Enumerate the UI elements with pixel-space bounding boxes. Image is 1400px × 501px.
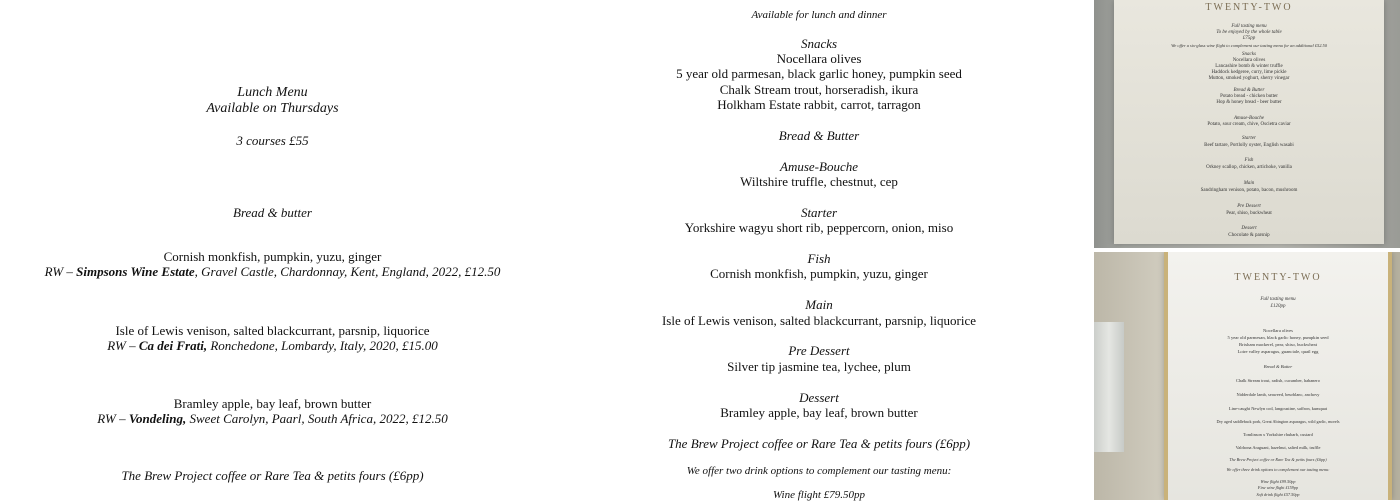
section-heading-dessert: Dessert bbox=[799, 390, 839, 405]
menu-item: Nocellara olives bbox=[776, 51, 862, 66]
section-heading-fish: Fish bbox=[807, 251, 831, 266]
photo-text-line: Wine flight £99.50pp bbox=[1260, 479, 1296, 484]
photo-text-line: Loire valley asparagus, guanciale, quail egg bbox=[1237, 349, 1319, 354]
photo-text-line: Lancashire bomb & winter truffle bbox=[1215, 64, 1283, 69]
menu-item: 5 year old parmesan, black garlic honey, pumpkin seed bbox=[676, 66, 962, 81]
photo-text-line: Fish bbox=[1244, 158, 1254, 163]
photo-text-line: Nidderdale lamb, seaweed, beurblanc, anchovy bbox=[1236, 392, 1320, 397]
photo-text-line: Full tasting menu bbox=[1260, 297, 1296, 302]
photo-text-line: We offer a six-glass wine flight to complement our tasting menu for an additional £52.50 bbox=[1171, 43, 1327, 48]
photo-text-line: Mutton, smoked yoghurt, sherry vinegar bbox=[1208, 76, 1290, 81]
photo-text-line: Full tasting menu bbox=[1231, 24, 1267, 29]
photo-text-line: Tomlinson x Yorkshire rhubarb, custard bbox=[1243, 432, 1313, 437]
wine-details: Sweet Carolyn, Paarl, South Africa, 2022, £12.50 bbox=[186, 411, 448, 426]
wine-flight: Wine flight £79.50pp bbox=[773, 489, 865, 501]
pairing-prefix: RW – bbox=[44, 264, 77, 279]
photo-text-line: Orkney scallop, chicken, artichoke, vanilla bbox=[1206, 165, 1292, 170]
photo-text-line: Dessert bbox=[1241, 226, 1257, 231]
photo-text-line: £120pp bbox=[1270, 304, 1286, 309]
photo-text-line: Dry aged saddleback pork, Great Abington asparagus, wild garlic, morels bbox=[1216, 419, 1340, 424]
photo-text-line: Potato bread - chicken butter bbox=[1220, 94, 1278, 99]
photo-text-line: £75pp bbox=[1242, 36, 1256, 41]
wine-producer: Simpsons Wine Estate bbox=[76, 264, 195, 279]
wine-details: Ronchedone, Lombardy, Italy, 2020, £15.00 bbox=[207, 338, 438, 353]
photo-text-line: Snacks bbox=[1242, 52, 1256, 57]
lunch-price: 3 courses £55 bbox=[236, 133, 309, 148]
lunch-dessert-dish: Bramley apple, bay leaf, brown butter bbox=[173, 396, 372, 411]
menu-item: Isle of Lewis venison, salted blackcurrant, parsnip, liquorice bbox=[661, 313, 977, 328]
photo-text-line: The Brew Project coffee or Rare Tea & petits fours (£6pp) bbox=[1229, 457, 1327, 462]
photo-text-line: Fine wine flight £159pp bbox=[1257, 485, 1299, 490]
photo-text-line: Soft drink flight £57.50pp bbox=[1256, 492, 1300, 497]
menu-item: Holkham Estate rabbit, carrot, tarragon bbox=[717, 97, 921, 112]
photo-text-line: Nocellara olives bbox=[1232, 58, 1266, 63]
section-heading-starter: Starter bbox=[800, 205, 838, 220]
photo-text-line: Chalk Stream trout, radish, cucumber, habanero bbox=[1236, 378, 1320, 383]
photo-text-line: 5 year old parmesan, black garlic honey, pumpkin seed bbox=[1227, 335, 1329, 340]
photo-text-line: Bread & Butter bbox=[1263, 364, 1293, 369]
section-heading-bread: Bread & Butter bbox=[778, 128, 860, 143]
photo-text-line: Beef tartare, Portlolly oyster, English wasabi bbox=[1204, 143, 1294, 148]
pairing-prefix: RW – bbox=[107, 338, 139, 353]
menu-item: Chalk Stream trout, horseradish, ikura bbox=[719, 82, 919, 97]
printed-menu-card bbox=[1114, 0, 1384, 244]
photo-text-line: Starter bbox=[1242, 136, 1256, 141]
menu-item: Bramley apple, bay leaf, brown butter bbox=[720, 405, 918, 420]
photo-text-line: Pre Dessert bbox=[1237, 204, 1261, 209]
lunch-starter-pairing bbox=[0, 264, 545, 280]
photo-text-line: Haddock kedgeree, curry, lime pickle bbox=[1211, 70, 1287, 75]
photo-text-line: Pear, shiso, buckwheat bbox=[1226, 211, 1272, 216]
photo-text-line: Chocolate & parsnip bbox=[1228, 233, 1270, 238]
section-heading-snacks: Snacks bbox=[800, 36, 838, 51]
photo-text-line: Amuse-Bouche bbox=[1234, 116, 1264, 121]
menu-item: Wiltshire truffle, chestnut, cep bbox=[740, 174, 898, 189]
lunch-starter-dish: Cornish monkfish, pumpkin, yuzu, ginger bbox=[163, 249, 382, 264]
pairing-prefix: RW – bbox=[97, 411, 129, 426]
photo-text-line: Brixham mackerel, pear, shiso, buckwheat bbox=[1238, 342, 1317, 347]
tasting-availability: Available for lunch and dinner bbox=[751, 9, 887, 21]
section-heading-main: Main bbox=[805, 297, 833, 312]
lunch-menu-column bbox=[0, 0, 545, 500]
lunch-availability: Available on Thursdays bbox=[206, 101, 339, 116]
photo-text-line: Hop & honey bread - beer butter bbox=[1216, 100, 1282, 105]
menu-item: Yorkshire wagyu short rib, peppercorn, onion, miso bbox=[684, 220, 954, 235]
lunch-bread: Bread & butter bbox=[233, 205, 312, 220]
tasting-menu-column bbox=[545, 0, 1093, 500]
photo-text-line: We offer three drink options to complement our tasting menu: bbox=[1226, 467, 1330, 472]
photo-text-line: Main bbox=[1243, 181, 1255, 186]
wine-details: , Gravel Castle, Chardonnay, Kent, England, 2022, £12.50 bbox=[194, 264, 501, 279]
photo-text-line: Valrhona Araguani, hazelnut, salted milk, truffle bbox=[1235, 445, 1321, 450]
wine-producer: Vondeling, bbox=[128, 411, 187, 426]
photo-text-line: Sandringham venison, potato, bacon, mushroom bbox=[1200, 188, 1298, 193]
menu-photos bbox=[1094, 0, 1400, 500]
photo-text-line: Bread & Butter bbox=[1233, 88, 1265, 93]
photo-text-line: Line-caught Newlyn cod, langoustine, saffron, kumquat bbox=[1228, 406, 1328, 411]
lunch-main-pairing bbox=[0, 338, 545, 354]
tasting-coffee: The Brew Project coffee or Rare Tea & petits fours (£6pp) bbox=[667, 436, 971, 451]
lunch-coffee: The Brew Project coffee or Rare Tea & petits fours (£6pp) bbox=[121, 468, 424, 483]
photo-text-line: Nocellara olives bbox=[1263, 328, 1293, 333]
menu-photo-top bbox=[1094, 0, 1400, 248]
menu-item: Silver tip jasmine tea, lychee, plum bbox=[727, 359, 911, 374]
drinks-note: We offer two drink options to complement our tasting menu: bbox=[686, 465, 952, 477]
brand-logo: TWENTY-TWO bbox=[1234, 272, 1322, 283]
menu-item: Cornish monkfish, pumpkin, yuzu, ginger bbox=[710, 266, 928, 281]
menu-photo-bottom bbox=[1094, 252, 1400, 500]
lunch-main-dish: Isle of Lewis venison, salted blackcurrant, parsnip, liquorice bbox=[115, 323, 430, 338]
section-heading-amuse-bouche: Amuse-Bouche bbox=[780, 159, 858, 174]
water-glass bbox=[1094, 322, 1124, 452]
wine-producer: Ca dei Frati, bbox=[138, 338, 208, 353]
photo-text-line: To be enjoyed by the whole table bbox=[1216, 30, 1282, 35]
lunch-menu-title: Lunch Menu bbox=[237, 85, 308, 100]
section-heading-pre-dessert: Pre Dessert bbox=[788, 343, 850, 358]
lunch-dessert-pairing bbox=[0, 411, 545, 427]
printed-menu-card bbox=[1164, 252, 1392, 500]
photo-text-line: Potato, sour cream, chive, Oscietra caviar bbox=[1207, 122, 1291, 127]
brand-logo: TWENTY-TWO bbox=[1205, 2, 1293, 13]
